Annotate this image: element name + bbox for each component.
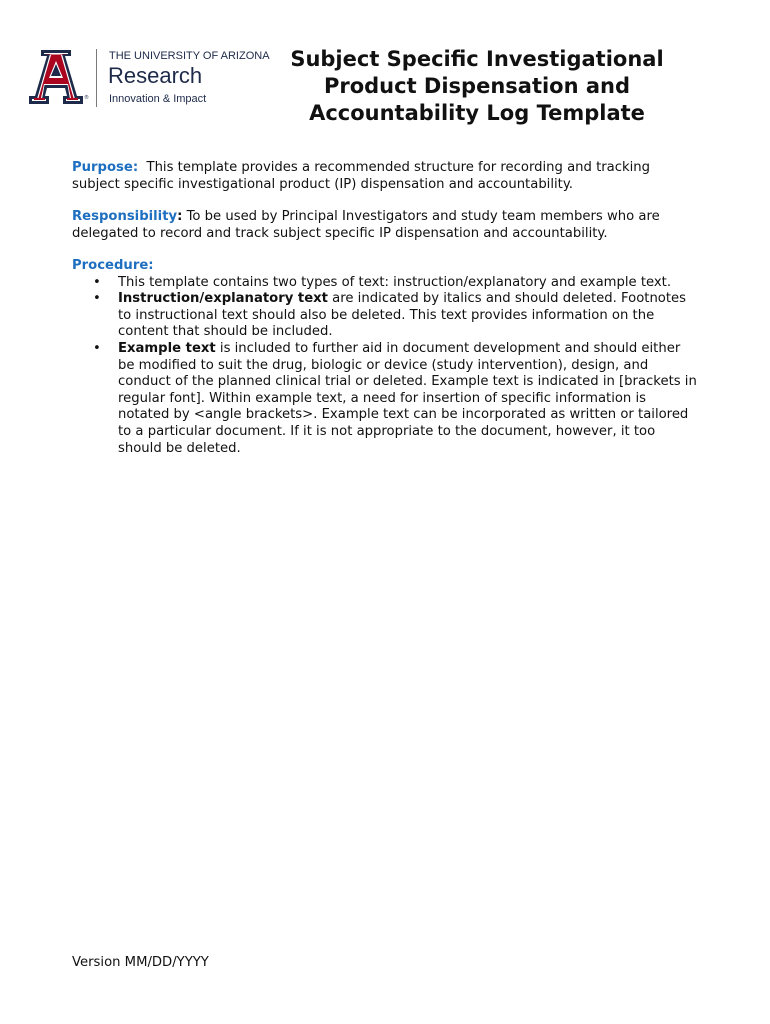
title-line-1: Subject Specific Investigational	[290, 47, 664, 71]
bullet-icon: •	[93, 340, 101, 356]
document-title	[262, 46, 692, 127]
title-line-2: Product Dispensation and	[323, 74, 631, 98]
responsibility-text: To be used by Principal Investigators and study team members who are delegated to record and track subject specific IP dispensation and accountability.	[72, 209, 660, 241]
bullet-icon: •	[93, 291, 101, 307]
logo-department: Research	[108, 63, 203, 88]
procedure-label: Procedure:	[72, 258, 154, 273]
procedure-list	[72, 275, 700, 458]
university-logo	[27, 46, 270, 108]
list-item-text: This template contains two types of text: instruction/explanatory and example text.	[118, 274, 672, 290]
list-item	[72, 275, 700, 292]
list-item-bold: Example text	[118, 340, 216, 356]
list-item-bold: Instruction/explanatory text	[118, 291, 328, 307]
title-line-3: Accountability Log Template	[309, 101, 645, 125]
block-a-logo-icon	[27, 50, 85, 106]
responsibility-section	[72, 209, 700, 242]
logo-divider	[96, 49, 97, 107]
logo-university-name: THE UNIVERSITY OF ARIZONA	[109, 50, 270, 62]
responsibility-label: Responsibility	[72, 209, 178, 224]
responsibility-colon: :	[177, 209, 183, 224]
logo-tagline: Innovation & Impact	[109, 93, 207, 105]
list-item	[72, 291, 700, 341]
purpose-section	[72, 160, 700, 193]
version-footer: Version MM/DD/YYYY	[72, 955, 209, 970]
list-item	[72, 341, 700, 457]
bullet-icon: •	[93, 274, 101, 290]
list-item-text: is included to further aid in document development and should either be modified to suit the drug, biologic or device (study intervention), design, and conduct of the planned clinical trial or deleted. Example text is indicated in [brackets in regular font]. Within example text, a need for insertion of specific information is notated by <angle brackets>. Example text can be incorporated as written or tailored to a particular document. If it is not appropriate to the document, however, it too should be deleted.	[118, 340, 697, 456]
registered-mark: ®	[84, 95, 89, 101]
purpose-text: This template provides a recommended structure for recording and tracking subject specific investigational product (IP) dispensation and accountability.	[72, 160, 651, 192]
procedure-section	[72, 258, 700, 457]
purpose-label: Purpose:	[72, 160, 139, 175]
list-item-text: are indicated by italics and should deleted. Footnotes to instructional text should also be deleted. This text provides information on the content that should be included.	[118, 291, 687, 340]
